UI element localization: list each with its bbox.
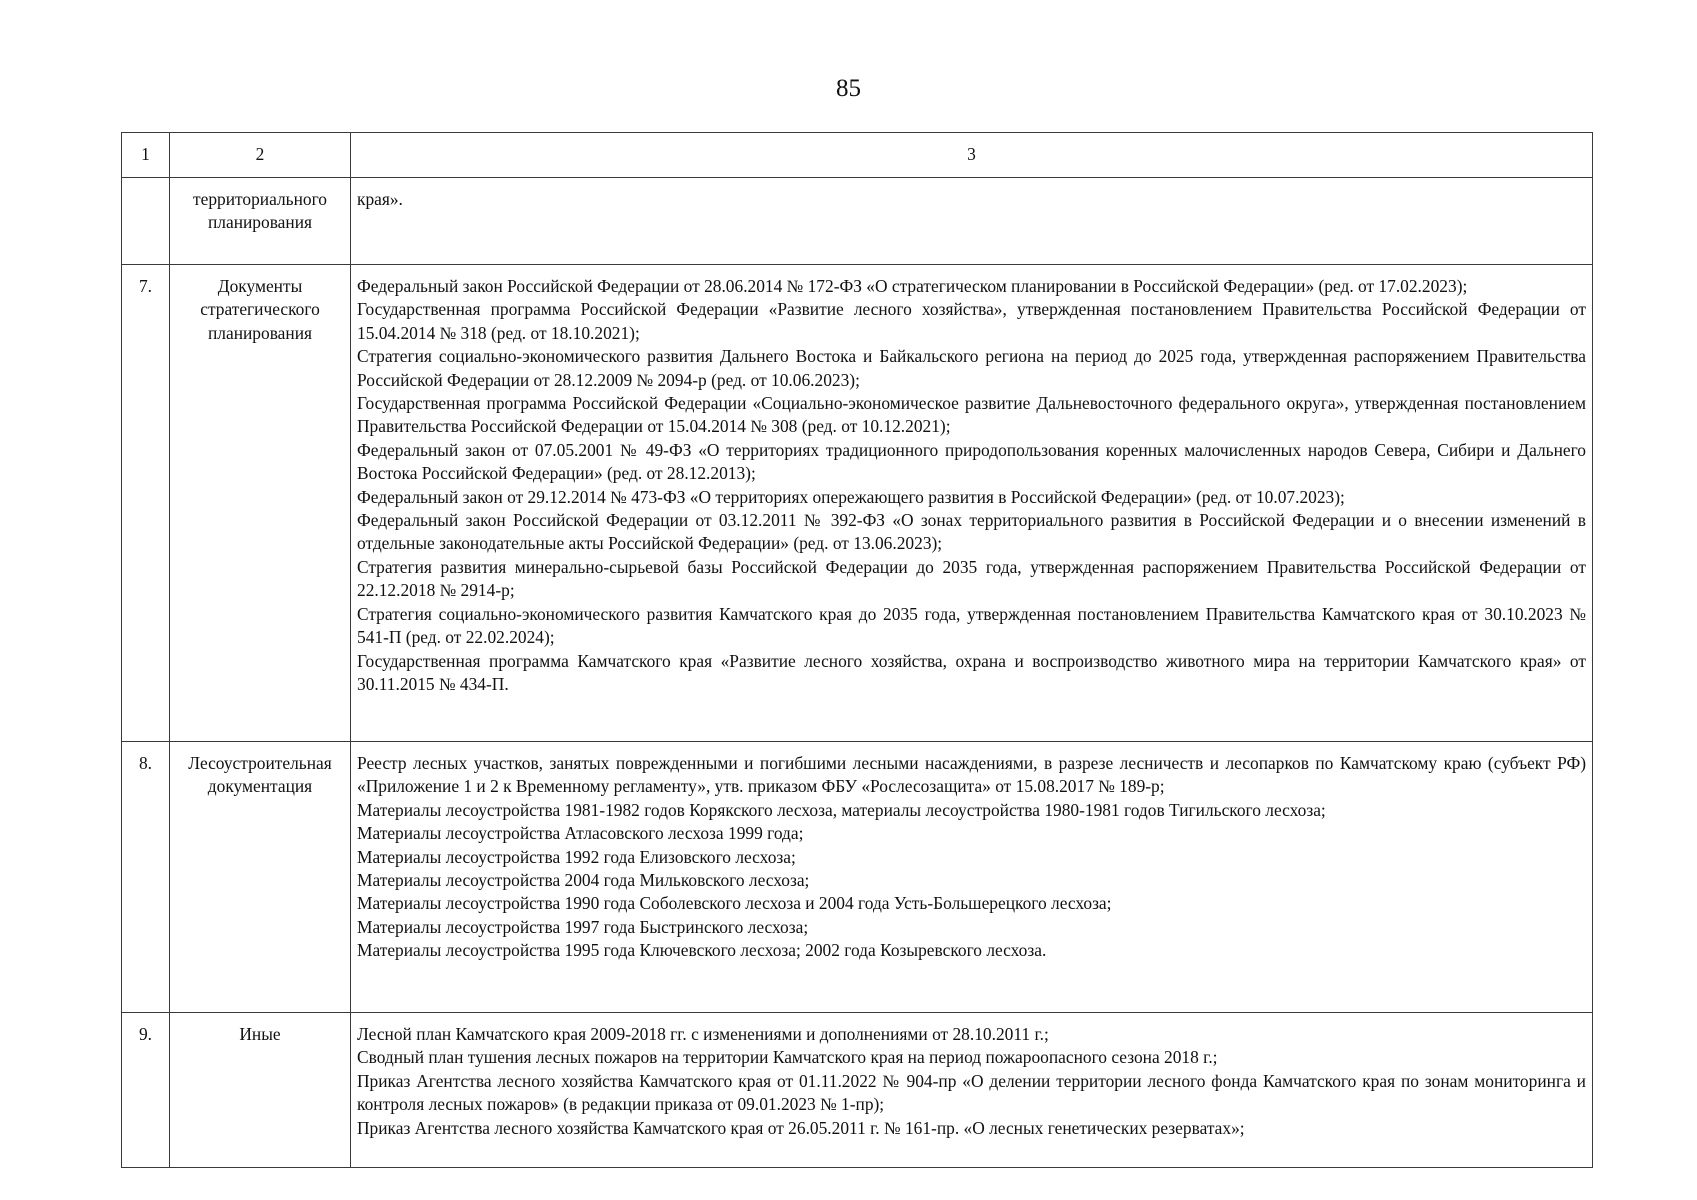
list-item: Материалы лесоустройства 2004 года Мильковского лесхоза;: [357, 870, 810, 891]
list-item: Стратегия развития минерально-сырьевой базы Российской Федерации до 2035 года, утвержденная распоряжением Правительства Российской Федерации от 22.12.2018 № 2914-р;: [357, 556, 1586, 601]
list-item: Федеральный закон Российской Федерации от 28.06.2014 № 172-ФЗ «О стратегическом планировании в Российской Федерации» (ред. от 17.02.2023);: [357, 276, 1468, 296]
page-number: 85: [836, 75, 861, 102]
list-item: Лесной план Камчатского края 2009-2018 гг. с изменениями и дополнениями от 28.10.2011 г.;: [357, 1024, 1049, 1044]
list-item: Приказ Агентства лесного хозяйства Камчатского края от 26.05.2011 г. № 161-пр. «О лесных генетических резерватах»;: [357, 1117, 1245, 1138]
list-item: Сводный план тушения лесных пожаров на территории Камчатского края на период пожароопасного сезона 2018 г.;: [357, 1047, 1218, 1068]
list-item: Материалы лесоустройства 1981-1982 годов Корякского лесхоза, материалы лесоустройства 1980-1981 годов Тигильского лесхоза;: [357, 799, 1326, 820]
list-item: Материалы лесоустройства Атласовского лесхоза 1999 года;: [357, 823, 804, 844]
list-item: Федеральный закон от 29.12.2014 № 473-ФЗ «О территориях опережающего развития в Российской Федерации» (ред. от 10.07.2023);: [357, 486, 1345, 507]
table-header-row: [122, 133, 1593, 178]
row-name: Лесоустроительная документация: [170, 742, 351, 1013]
list-item: Государственная программа Российской Федерации «Социально-экономическое развитие Дальневосточного федерального округа», утвержденная постановлением Правительства Российской Федерации от 15.04.2014 № 308 (ред. от 10.12.2021);: [357, 393, 1586, 437]
row-number: [122, 178, 170, 265]
row-name: территориального планирования: [170, 178, 351, 265]
list-item: Стратегия социально-экономического развития Камчатского края до 2035 года, утвержденная постановлением Правительства Камчатского края от 30.10.2023 № 541-П (ред. от 22.02.2024);: [357, 603, 1586, 648]
row-content: [351, 742, 1593, 1013]
column-header-2: 2: [170, 133, 351, 178]
row-content: [351, 178, 1593, 265]
list-item: края».: [357, 189, 403, 209]
list-item: Стратегия социально-экономического развития Дальнего Востока и Байкальского региона на период до 2025 года, утвержденная распоряжением Правительства Российской Федерации от 28.12.2009 № 2094-р (ред. от 10.06.2023);: [357, 346, 1586, 390]
document-table: [121, 132, 1593, 1168]
table-row: [122, 265, 1593, 742]
row-number: 7.: [122, 265, 170, 742]
row-number: 8.: [122, 742, 170, 1013]
row-content: [351, 265, 1593, 742]
table-row: [122, 742, 1593, 1013]
list-item: Материалы лесоустройства 1992 года Елизовского лесхоза;: [357, 846, 796, 867]
list-item: Федеральный закон от 07.05.2001 № 49-ФЗ «О территориях традиционного природопользования коренных малочисленных народов Севера, Сибири и Дальнего Востока Российской Федерации» (ред. от 28.12.2013);: [357, 439, 1586, 484]
column-header-1: 1: [122, 133, 170, 178]
table-row: [122, 1013, 1593, 1168]
list-item: Государственная программа Камчатского края «Развитие лесного хозяйства, охрана и воспроизводство животного мира на территории Камчатского края» от 30.11.2015 № 434-П.: [357, 650, 1586, 694]
list-item: Материалы лесоустройства 1997 года Быстринского лесхоза;: [357, 916, 809, 937]
list-item: Материалы лесоустройства 1990 года Соболевского лесхоза и 2004 года Усть-Большерецкого лесхоза;: [357, 893, 1112, 914]
column-header-3: 3: [351, 133, 1593, 178]
list-item: Материалы лесоустройства 1995 года Ключевского лесхоза; 2002 года Козыревского лесхоза.: [357, 940, 1047, 961]
row-content: [351, 1013, 1593, 1168]
row-number: 9.: [122, 1013, 170, 1168]
list-item: Приказ Агентства лесного хозяйства Камчатского края от 01.11.2022 № 904-пр «О делении территории лесного фонда Камчатского края по зонам мониторинга и контроля лесных пожаров» (в редакции приказа от 09.01.2023 № 1-пр);: [357, 1070, 1586, 1115]
list-item: Федеральный закон Российской Федерации от 03.12.2011 № 392-ФЗ «О зонах территориального развития в Российской Федерации и о внесении изменений в отдельные законодательные акты Российской Федерации» (ред. от 13.06.2023);: [357, 510, 1586, 554]
row-name: Иные: [170, 1013, 351, 1168]
list-item: Государственная программа Российской Федерации «Развитие лесного хозяйства», утвержденная постановлением Правительства Российской Федерации от 15.04.2014 № 318 (ред. от 18.10.2021);: [357, 299, 1586, 343]
table-row: [122, 178, 1593, 265]
row-name: Документы стратегического планирования: [170, 265, 351, 742]
list-item: Реестр лесных участков, занятых поврежденными и погибшими лесными насаждениями, в разрезе лесничеств и лесопарков по Камчатскому краю (субъект РФ) «Приложение 1 и 2 к Временному регламенту», утв. приказом ФБУ «Рослесозащита» от 15.08.2017 № 189-р;: [357, 753, 1586, 797]
